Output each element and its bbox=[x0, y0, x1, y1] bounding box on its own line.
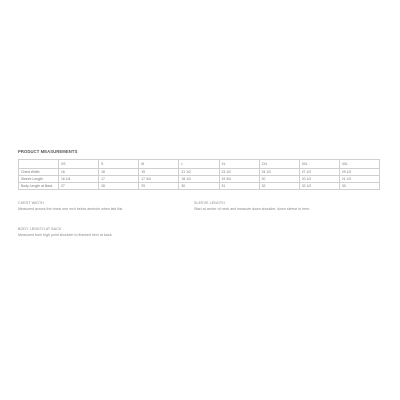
row-label: Chest Width bbox=[19, 169, 59, 176]
size-header-s: S bbox=[99, 160, 139, 169]
size-header-2xl: 2XL bbox=[259, 160, 299, 169]
chest-width-note bbox=[18, 201, 123, 212]
table-cell: 29 bbox=[139, 183, 179, 190]
table-cell: 18 1/2 bbox=[179, 176, 219, 183]
chest-width-note-text: Measured across the chest one inch below armhole when laid flat. bbox=[18, 206, 124, 211]
table-cell: 17 bbox=[99, 176, 139, 183]
size-header-3xl: 3XL bbox=[299, 160, 339, 169]
size-header-xs: XS bbox=[59, 160, 99, 169]
table-row-chest-width bbox=[19, 169, 380, 176]
table-row-body-length bbox=[19, 183, 380, 190]
table-cell: 16 bbox=[59, 169, 99, 176]
sleeve-length-note-text: Start at center of neck and measure down shoulder, down sleeve to hem. bbox=[194, 206, 311, 211]
table-cell: 27 1/2 bbox=[299, 169, 339, 176]
table-cell: 21 1/2 bbox=[179, 169, 219, 176]
table-cell: 24 1/2 bbox=[259, 169, 299, 176]
table-cell: 32 bbox=[259, 183, 299, 190]
sleeve-length-note-title: SLEEVE LENGTH bbox=[194, 201, 225, 205]
body-length-note bbox=[18, 227, 113, 238]
sleeve-length-note bbox=[194, 201, 310, 212]
size-header-l: L bbox=[179, 160, 219, 169]
table-cell: 30 bbox=[179, 183, 219, 190]
size-chart-table bbox=[18, 159, 380, 190]
table-row-sleeve-length bbox=[19, 176, 380, 183]
table-cell: 29 1/2 bbox=[339, 169, 379, 176]
row-label: Sleeve Length bbox=[19, 176, 59, 183]
table-cell: 33 bbox=[339, 183, 379, 190]
size-header-m: M bbox=[139, 160, 179, 169]
table-cell: 23 1/2 bbox=[219, 169, 259, 176]
body-length-note-text: Measured from high point shoulder to finished hem at back. bbox=[18, 232, 113, 237]
section-title: PRODUCT MEASUREMENTS bbox=[18, 149, 78, 154]
table-cell: 31 bbox=[219, 183, 259, 190]
table-cell: 27 bbox=[59, 183, 99, 190]
body-length-note-title: BODY LENGTH AT BACK bbox=[18, 227, 62, 231]
table-cell: 17 3/4 bbox=[139, 176, 179, 183]
row-label: Body Length at Back bbox=[19, 183, 59, 190]
table-cell: 18 bbox=[99, 169, 139, 176]
table-cell: 28 bbox=[99, 183, 139, 190]
table-cell: 20 1/2 bbox=[299, 176, 339, 183]
table-cell: 20 bbox=[259, 176, 299, 183]
table-header-row bbox=[19, 160, 380, 169]
chest-width-note-title: CHEST WIDTH bbox=[18, 201, 44, 205]
size-header-xl: XL bbox=[219, 160, 259, 169]
size-header-4xl: 4XL bbox=[339, 160, 379, 169]
table-cell: 32 1/2 bbox=[299, 183, 339, 190]
table-cell: 21 1/2 bbox=[339, 176, 379, 183]
header-empty-cell bbox=[19, 160, 59, 169]
table-cell: 19 3/4 bbox=[219, 176, 259, 183]
table-cell: 16 1/4 bbox=[59, 176, 99, 183]
table-cell: 19 bbox=[139, 169, 179, 176]
